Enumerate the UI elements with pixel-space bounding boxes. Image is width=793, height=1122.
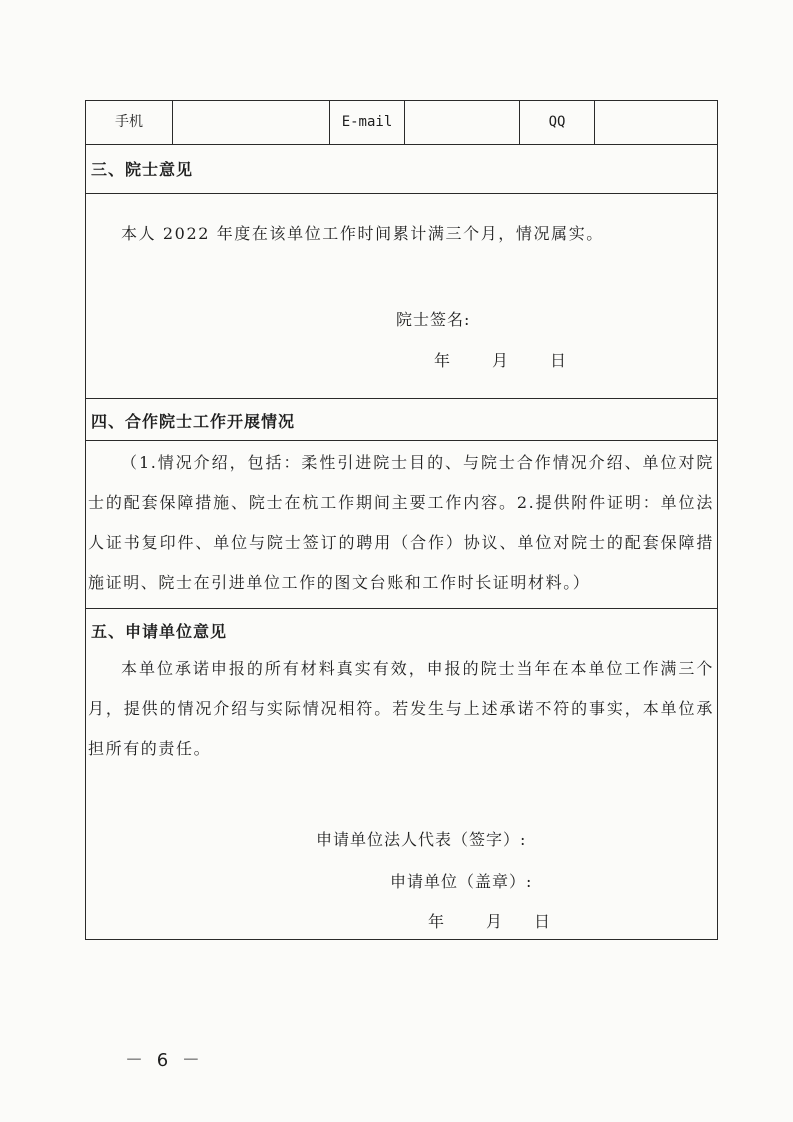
row-divider [86, 398, 717, 399]
section3-heading: 三、院士意见 [91, 160, 194, 179]
section4-heading: 四、合作院士工作开展情况 [91, 412, 296, 431]
row-divider [86, 144, 717, 145]
application-form-table [85, 100, 718, 940]
day-label: 日 [550, 351, 567, 370]
applicant-unit-seal-label: 申请单位（盖章）: [390, 872, 533, 891]
month-label: 月 [486, 912, 503, 931]
row-divider [86, 440, 717, 441]
month-label: 月 [492, 351, 509, 370]
day-label: 日 [534, 912, 551, 931]
legal-representative-signature-label: 申请单位法人代表（签字）: [316, 830, 527, 849]
row-divider [86, 193, 717, 194]
qq-label: QQ [548, 114, 566, 130]
row-divider [86, 608, 717, 609]
section3-date [434, 348, 566, 371]
section5-date [428, 909, 550, 932]
year-label: 年 [428, 912, 445, 931]
phone-field[interactable] [173, 101, 329, 144]
qq-field[interactable] [595, 101, 717, 144]
academician-signature-label: 院士签名: [396, 310, 471, 329]
section3-statement: 本人 2022 年度在该单位工作时间累计满三个月，情况属实。 [121, 224, 604, 243]
email-field[interactable] [405, 101, 519, 144]
section4-note: （1.情况介绍，包括：柔性引进院士目的、与院士合作情况介绍、单位对院士的配套保障措施、院士在杭工作期间主要工作内容。2.提供附件证明：单位法人证书复印件、单位与院士签订的聘用（合作）协议、单位对院士的配套保障措施证明、院士在引进单位工作的图文台账和工作时长证明材料。） [88, 453, 714, 592]
year-label: 年 [434, 351, 451, 370]
section5-statement: 本单位承诺申报的所有材料真实有效，申报的院士当年在本单位工作满三个月，提供的情况介绍与实际情况相符。若发生与上述承诺不符的事实，本单位承担所有的责任。 [88, 659, 714, 758]
phone-label: 手机 [115, 114, 143, 130]
page-number: － 6 － [125, 1050, 204, 1071]
section5-heading: 五、申请单位意见 [91, 622, 228, 641]
email-label: E-mail [341, 114, 393, 130]
